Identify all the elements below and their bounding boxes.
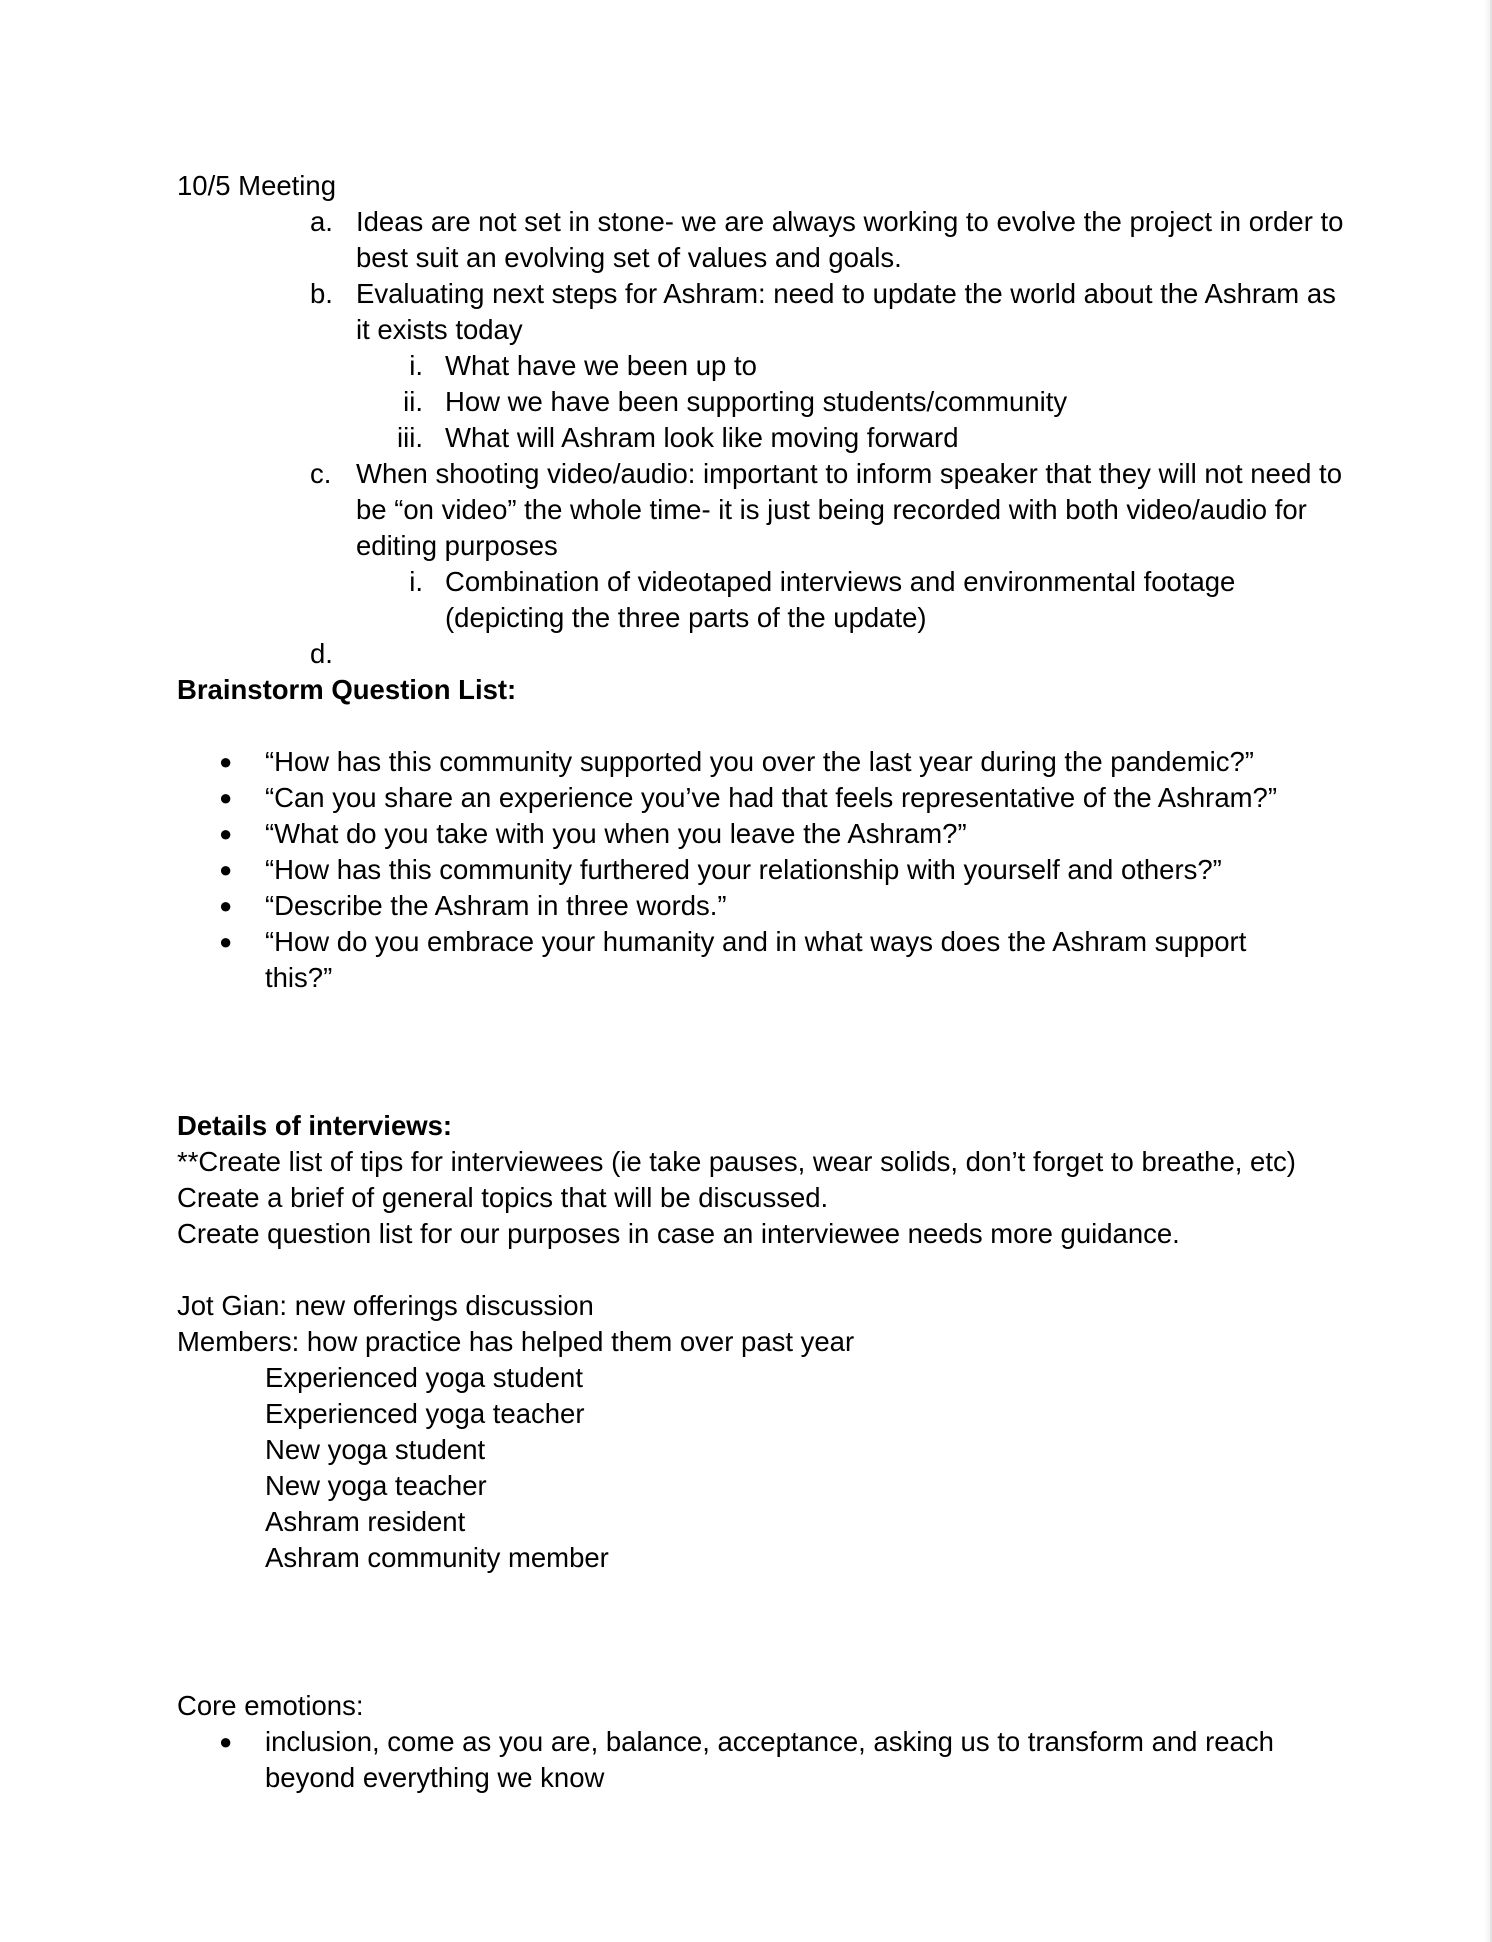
list-item-text: Ideas are not set in stone- we are always working to evolve the project in order to best suit an evolving set of values and goals. [356,206,1344,273]
list-item-text: Evaluating next steps for Ashram: need to update the world about the Ashram as it exists today [356,278,1336,345]
bullet-icon: ● [219,821,233,846]
bullet-icon: ● [219,1729,233,1754]
member-type: Experienced yoga teacher [265,1398,585,1429]
question-item [177,924,1357,996]
list-item-text: Combination of videotaped interviews and environmental footage (depicting the three parts of the update) [445,566,1236,633]
meeting-item-d [177,636,1357,672]
meeting-item-b [177,276,1357,348]
list-item-text: When shooting video/audio: important to inform speaker that they will not need to be “on video” the whole time- it is just being recorded with both video/audio for editing purposes [356,458,1342,561]
core-emotion-item [177,1724,1357,1796]
question-text: “What do you take with you when you leave the Ashram?” [265,818,967,849]
members-line: Members: how practice has helped them over past year [177,1326,855,1357]
member-type: New yoga student [265,1434,486,1465]
bullet-icon: ● [219,785,233,810]
member-type: New yoga teacher [265,1470,487,1501]
list-marker: iii. [397,422,423,453]
list-marker: a. [310,206,333,237]
list-marker: ii. [403,386,423,417]
list-marker: i. [409,566,423,597]
question-text: “How do you embrace your humanity and in what ways does the Ashram support this?” [265,926,1247,993]
list-marker: b. [310,278,333,309]
interviews-line: Create a brief of general topics that will be discussed. [177,1182,829,1213]
list-marker: c. [310,458,332,489]
list-marker: i. [409,350,423,381]
bullet-icon: ● [219,749,233,774]
bullet-icon: ● [219,893,233,918]
interviews-line: **Create list of tips for interviewees (ie take pauses, wear solids, don’t forget to breathe, etc) [177,1146,1296,1177]
meeting-subitem-b-i [177,348,1357,384]
meeting-item-a [177,204,1357,276]
question-text: “How has this community supported you over the last year during the pandemic?” [265,746,1254,777]
meeting-subitem-c-i [177,564,1357,636]
core-emotions-heading: Core emotions: [177,1690,364,1721]
question-text: “How has this community furthered your relationship with yourself and others?” [265,854,1222,885]
jot-gian-line: Jot Gian: new offerings discussion [177,1290,594,1321]
bullet-icon: ● [219,929,233,954]
interviews-line: Create question list for our purposes in case an interviewee needs more guidance. [177,1218,1180,1249]
question-item [177,780,1357,816]
document-body [177,168,1357,1796]
list-item-text: What have we been up to [445,350,757,381]
list-marker: d. [310,638,333,669]
meeting-item-c [177,456,1357,564]
question-item [177,816,1357,852]
member-type: Ashram resident [265,1506,466,1537]
member-type: Ashram community member [265,1542,609,1573]
meeting-title: 10/5 Meeting [177,170,336,201]
question-item [177,852,1357,888]
meeting-subitem-b-iii [177,420,1357,456]
core-emotion-text: inclusion, come as you are, balance, acceptance, asking us to transform and reach beyond everything we know [265,1726,1274,1793]
question-item [177,888,1357,924]
brainstorm-heading: Brainstorm Question List: [177,674,517,705]
list-item-text [356,636,1356,672]
question-text: “Describe the Ashram in three words.” [265,890,727,921]
list-item-text: How we have been supporting students/community [445,386,1068,417]
bullet-icon: ● [219,857,233,882]
meeting-subitem-b-ii [177,384,1357,420]
question-text: “Can you share an experience you’ve had that feels representative of the Ashram?” [265,782,1277,813]
list-item-text: What will Ashram look like moving forward [445,422,959,453]
member-type: Experienced yoga student [265,1362,583,1393]
interviews-heading: Details of interviews: [177,1110,453,1141]
question-item [177,744,1357,780]
